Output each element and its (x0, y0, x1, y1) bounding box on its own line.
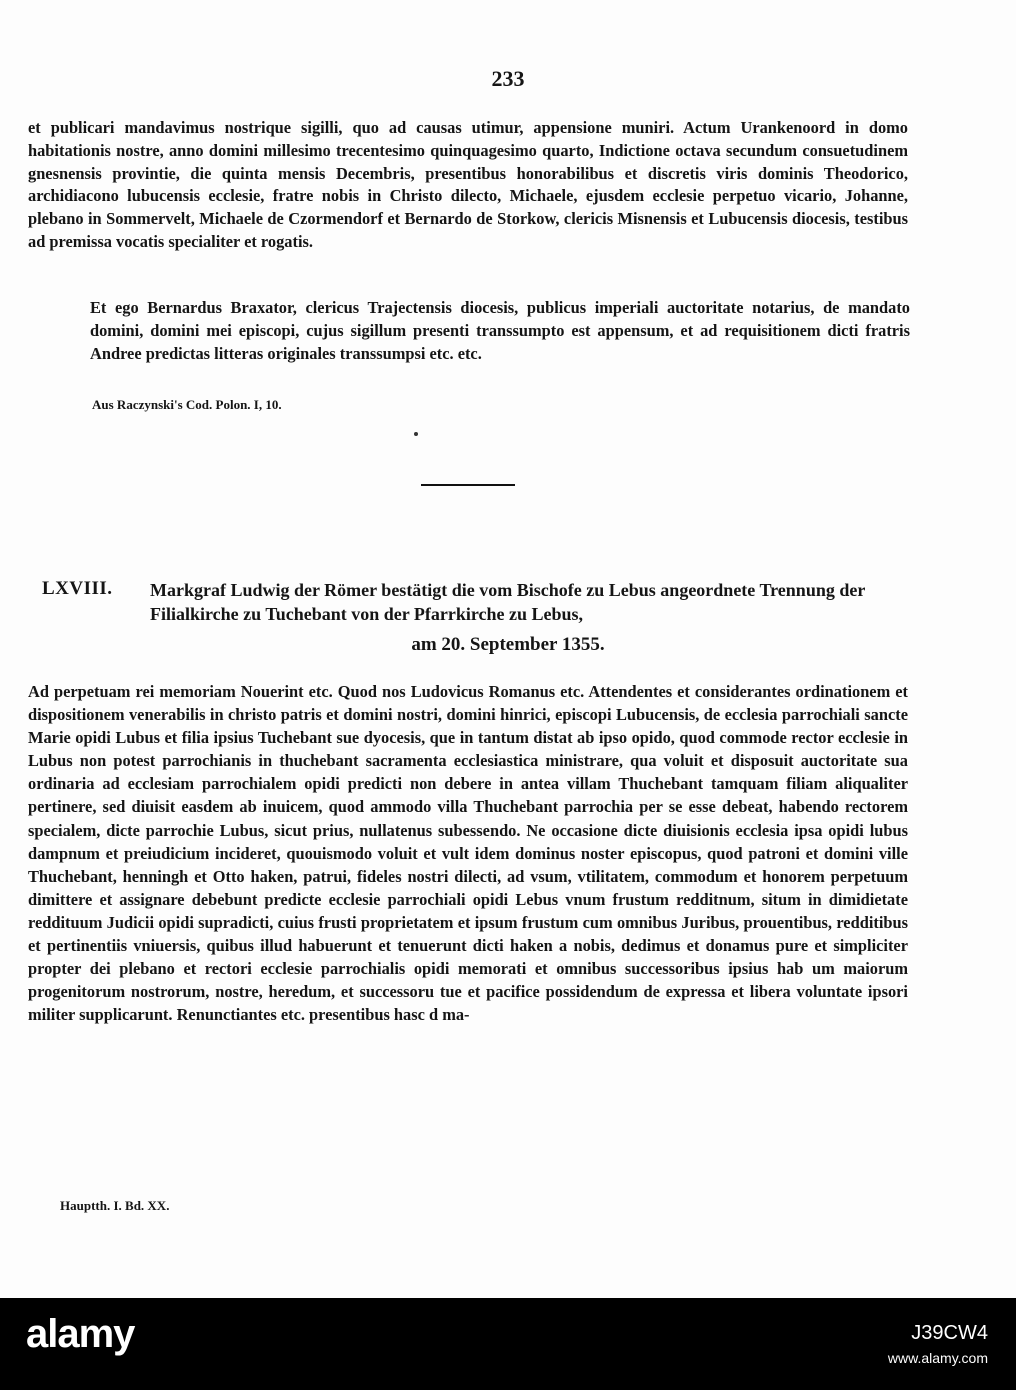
document-heading: Markgraf Ludwig der Römer bestätigt die vom Bischofe zu Lebus angeordnete Trennung der Filialkirche zu Tuchebant von der Pfarrkirche zu Lebus, (150, 580, 865, 624)
paragraph-continuation: et publicari mandavimus nostrique sigilli, quo ad causas utimur, appensione muniri. Actum Urankenoord in domo habitationis nostre, anno domini millesimo trecentesimo quinquagesimo quarto, Indictione octava secundum consuetudinem gnesnensis provintie, die quinta mensis Decembris, presentibus honorabilibus et discretis viris dominis Theodorico, archidiacono lubucensis ecclesie, fratre nobis in Christo dilecto, Michaele, ejusdem ecclesie perpetuo vicario, Johanne, plebano in Sommervelt, Michaele de Czormendorf et Bernardo de Storkow, clericis Misnensis et Lubucensis diocesis, testibus ad premissa vocatis specialiter et rogatis. (28, 118, 908, 251)
source-note: Aus Raczynski's Cod. Polon. I, 10. (92, 397, 282, 412)
document-date: am 20. September 1355. (411, 634, 605, 655)
ink-dot (414, 432, 418, 436)
document-body: Ad perpetuam rei memoriam Nouerint etc. Quod nos Ludovicus Romanus etc. Attendentes et considerantes ordinationem et dispositionem venerabilis in christo patris et domini nostri, domini hinrici, episcopi Lubucensis, de ecclesia parrochiali sancte Marie opidi Lubus et filia ipsius Tuchebant sue dyocesis, que in tantum distat ab ipso opido, quod commode rector ecclesie in Lubus non potest parrochianis in thuchebant sacramenta ecclesiastica ministrare, qua voluit et disposuit auctoritate sua ordinaria ad ecclesiam parrochialem opidi predicti non debere in antea villam Thuchebant tamquam filiam aliqualiter pertinere, sed diuisit easdem ab inuicem, quod ammodo villa Thuchebant parrochia per se esse debeat, habendo rectorem specialem, dicte parrochie Lubus, sicut prius, nullatenus subessendo. Ne occasione dicte diuisionis ecclesia ipsa opidi lubus dampnum et preiudicium incideret, quouismodo voluit et vult idem dominus noster episcopus, quod patroni et domini ville Thuchebant, henningh et Otto haken, patrui, fideles nostri dilecti, ad vsum, vtilitatem, commodum et honorem perpetuum dimittere et assignare debebunt predicte ecclesie parrochiali opidi Lebus vnum frustum redditnum, situm in dimidietate reddituum Judicii opidi supradicti, cuius frusti proprietatem et ipsum frustum cum omnibus Juribus, prouentibus, redditibus et pertinentiis vniuersis, quibus illud habuerunt et tenuerunt dicti haken a nobis, dedimus et donamus pure et simpliciter propter dei plebano et rectori ecclesie parrochialis opidi memorati et omnibus successoribus ipsius hab um maiorum progenitorum nostrorum, nostre, heredum, et successoru tue et pacifice possidendum de expressa et libera voluntate ipsori militer supplicarunt. Renunctiantes etc. presentibus hasc d ma- (28, 682, 908, 1025)
paragraph-notary: Et ego Bernardus Braxator, clericus Trajectensis diocesis, publicus imperiali auctoritate notarius, de mandato domini, domini mei episcopi, cujus sigillum presenti transsumpto est appensum, et ad requisitionem dicti fratris Andree predictas litteras originales transsumpsi etc. etc. (90, 298, 910, 363)
document-number: LXVIII. (42, 578, 113, 599)
section-divider (421, 484, 515, 486)
page-number: 233 (491, 66, 525, 91)
page-footnote: Hauptth. I. Bd. XX. (60, 1198, 170, 1213)
watermark-footer (0, 1298, 1016, 1390)
alamy-logo: alamy (26, 1312, 135, 1356)
site-url: www.alamy.com (887, 1350, 988, 1366)
image-id: J39CW4 (911, 1322, 988, 1344)
